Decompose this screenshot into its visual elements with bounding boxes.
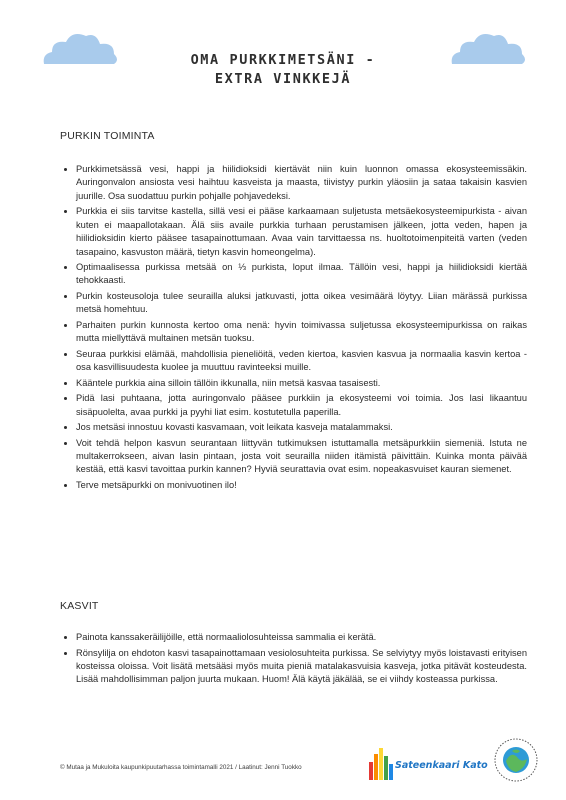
list-item: • Optimaalisessa purkissa metsää on ⅓ purkista, loput ilmaa. Tällöin vesi, happi ja hiilidioksidi kiertää tehokkaasti. <box>76 261 527 288</box>
sateenkaari-kato-logo-icon <box>368 744 394 780</box>
list-item: • Rönsylilja on ehdoton kasvi tasapainottamaan vesiolosuhteita purkissa. Se selviytyy myös loistavasti erityisen kosteissa oloissa. Voit lisätä metsääsi myös muita pieniä matalakasvuisia kasveja, jotka pitävät kosteudesta. Lisää mahdollisimman paljon juurta mukaan. Huom! Älä käytä jäkälää, se ei viihdy kosteassa purkissa. <box>76 647 527 687</box>
seal-logo-icon <box>493 737 539 783</box>
bullet-list-purkin-toiminta <box>60 163 527 494</box>
page-title-line2: EXTRA VINKKEJÄ <box>214 71 352 87</box>
list-item: • Terve metsäpurkki on monivuotinen ilo! <box>76 479 527 492</box>
list-item: • Painota kanssakeräilijöille, että normaaliolosuhteissa sammalia ei kerätä. <box>76 631 527 644</box>
logo-text: Sateenkaari Kato <box>395 760 488 771</box>
list-item: • Voit tehdä helpon kasvun seurantaan liittyvän tutkimuksen istuttamalla metsäpurkkiin siemeniä. Istuta ne multakerrokseen, aivan lasin pintaan, josta voit seurailla niiden itämistä päivittäin. Kuinka monta päivää kestää, että kasvi tavoittaa purkin kannen? Hyviä seurattavia ovat esim. nopeakasvuiset kauran siemenet. <box>76 437 527 477</box>
page-title-line1: OMA PURKKIMETSÄNI - <box>190 52 376 68</box>
list-item: • Seuraa purkkisi elämää, mahdollisia pieneliöitä, veden kiertoa, kasvien kasvua ja normaalia kasvin kertoa - osa kasvillisuudesta kuolee ja muuttuu ravinteeksi muille. <box>76 348 527 375</box>
list-item: • Jos metsäsi innostuu kovasti kasvamaan, voit leikata kasveja matalammaksi. <box>76 421 527 434</box>
section-heading-kasvit: KASVIT <box>60 600 99 612</box>
bullet-list-kasvit <box>60 631 527 689</box>
list-item: • Kääntele purkkia aina silloin tällöin ikkunalla, niin metsä kasvaa tasaisesti. <box>76 377 527 390</box>
section-heading-purkin-toiminta: PURKIN TOIMINTA <box>60 130 155 142</box>
list-item: • Pidä lasi puhtaana, jotta auringonvalo pääsee purkkiin ja ekosysteemi voi toimia. Jos lasi likaantuu sisäpuolelta, avaa purkki ja pyyhi liat esim. kostutetulla paperilla. <box>76 392 527 419</box>
footer-credit: © Mutaa ja Mukuloita kaupunkipuutarhassa toimintamalli 2021 / Laatinut: Jenni Tuokko <box>60 764 302 771</box>
list-item: • Purkkia ei siis tarvitse kastella, sillä vesi ei pääse karkaamaan suljetusta metsäekosysteemipurkista - aivan kuten ei maapallotakaan. Älä siis availe purkkia turhaan perustamisen jälkeen, jotta veden, hapen ja hiilidioksidin kierto pääsee tasapainottumaan. Avaa vain tarvittaessa ns. huoltotoimenpiteitä varten (veden tasapaino, kasvuston määrä, tietyn kasvin homeongelma). <box>76 205 527 259</box>
list-item: • Purkkimetsässä vesi, happi ja hiilidioksidi kiertävät niin kuin luonnon omassa ekosysteemissäkin. Auringonvalon ansiosta vesi haihtuu kasveista ja maasta, tiivistyy purkin yläosiin ja sataa takaisin kasvien juurille. Osa suodattuu purkin pohjalle pohjavedeksi. <box>76 163 527 203</box>
list-item: • Purkin kosteusoloja tulee seurailla aluksi jatkuvasti, jotta oikea vesimäärä löytyy. Liian märässä purkissa metsä homehtuu. <box>76 290 527 317</box>
list-item: • Parhaiten purkin kunnosta kertoo oma nenä: hyvin toimivassa suljetussa ekosysteemipurkissa on raikas mutta miellyttävä multainen metsän tuoksu. <box>76 319 527 346</box>
